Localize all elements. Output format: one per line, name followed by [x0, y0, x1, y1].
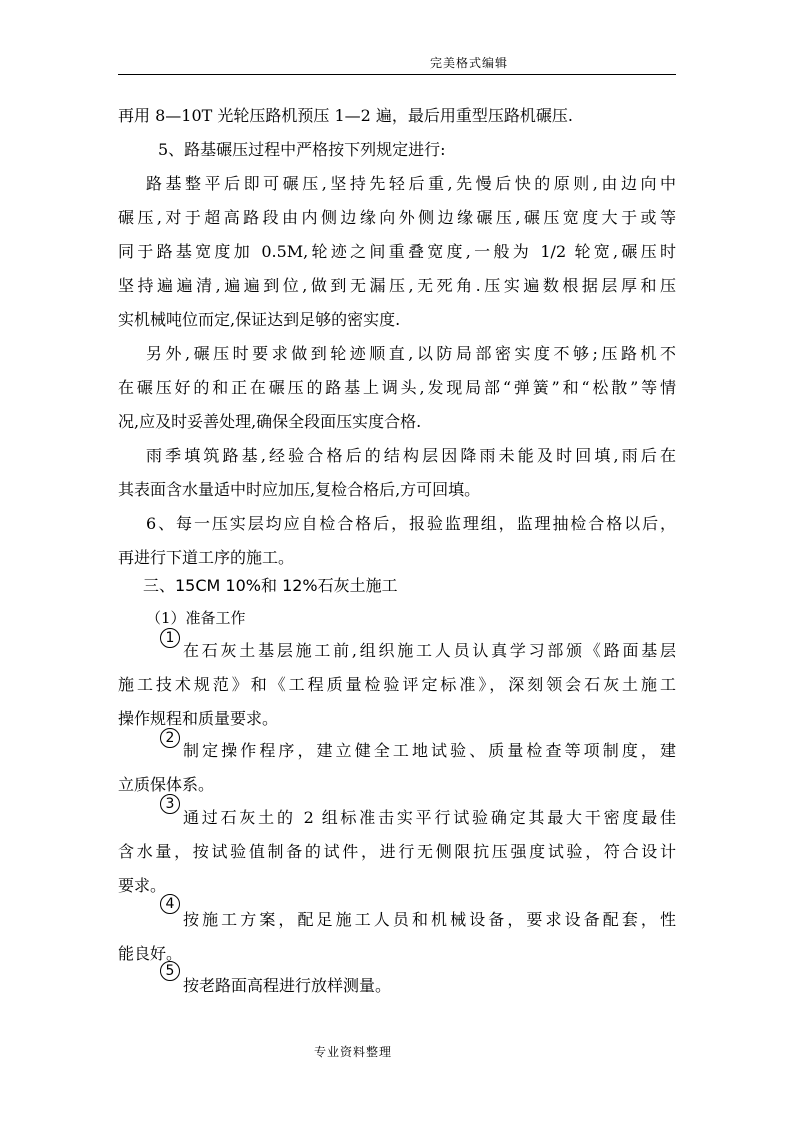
circled-number-3: 3	[160, 794, 180, 814]
subsection-title: （1）准备工作	[146, 609, 246, 627]
page-header	[118, 52, 676, 75]
page-footer: 专业资料整理	[314, 1045, 393, 1059]
item-line: 制定操作程序，建立健全工地试验、质量检查等项制度，建	[183, 741, 676, 760]
paragraph-line: 6、每一压实层均应自检合格后，报验监理组，监理抽检合格以后，	[146, 514, 676, 533]
section-title: 三、15CM 10%和 12%石灰土施工	[143, 576, 398, 595]
paragraph-line: 况,应及时妥善处理,确保全段面压实度合格.	[118, 412, 422, 431]
paragraph-line: 路基整平后即可碾压,坚持先轻后重,先慢后快的原则,由边向中	[146, 174, 676, 193]
circled-number-5: 5	[160, 961, 180, 981]
circled-number-2: 2	[160, 728, 180, 748]
paragraph-line: 雨季填筑路基,经验合格后的结构层因降雨未能及时回填,雨后在	[146, 446, 676, 465]
header-text: 完美格式编辑	[430, 56, 509, 70]
item-line: 按老路面高程进行放样测量。	[183, 976, 392, 995]
paragraph-line: 实机械吨位而定,保证达到足够的密实度.	[118, 310, 401, 329]
item-line: 要求。	[118, 876, 167, 895]
paragraph-line: 另外,碾压时要求做到轮迹顺直,以防局部密实度不够;压路机不	[146, 344, 676, 363]
paragraph-line: 碾压,对于超高路段由内侧边缘向外侧边缘碾压,碾压宽度大于或等	[118, 208, 676, 227]
paragraph-line: 5、路基碾压过程中严格按下列规定进行:	[158, 140, 446, 159]
paragraph-line: 再进行下道工序的施工。	[118, 548, 295, 567]
paragraph-line: 在碾压好的和正在碾压的路基上调头,发现局部“弹簧”和“松散”等情	[118, 378, 676, 397]
item-line: 含水量，按试验值制备的试件，进行无侧限抗压强度试验，符合设计	[118, 842, 676, 861]
paragraph-line: 其表面含水量适中时应加压,复检合格后,方可回填。	[118, 480, 481, 499]
circled-number-1: 1	[160, 628, 180, 648]
item-line: 通过石灰土的 2 组标准击实平行试验确定其最大干密度最佳	[183, 808, 676, 827]
paragraph-line: 坚持遍遍清,遍遍到位,做到无漏压,无死角.压实遍数根据层厚和压	[118, 276, 676, 295]
item-line: 能良好。	[118, 944, 183, 963]
paragraph-line: 同于路基宽度加 0.5M,轮迹之间重叠宽度,一般为 1/2 轮宽,碾压时	[118, 242, 676, 261]
circled-number-4: 4	[160, 894, 180, 914]
paragraph-line: 再用 8—10T 光轮压路机预压 1—2 遍，最后用重型压路机碾压.	[118, 106, 574, 125]
item-line: 立质保体系。	[118, 775, 215, 794]
item-line: 在石灰土基层施工前,组织施工人员认真学习部颁《路面基层	[183, 641, 676, 660]
item-line: 按施工方案，配足施工人员和机械设备，要求设备配套，性	[183, 910, 676, 929]
item-line: 施工技术规范》和《工程质量检验评定标准》，深刻领会石灰土施工	[118, 675, 676, 694]
item-line: 操作规程和质量要求。	[118, 709, 279, 728]
